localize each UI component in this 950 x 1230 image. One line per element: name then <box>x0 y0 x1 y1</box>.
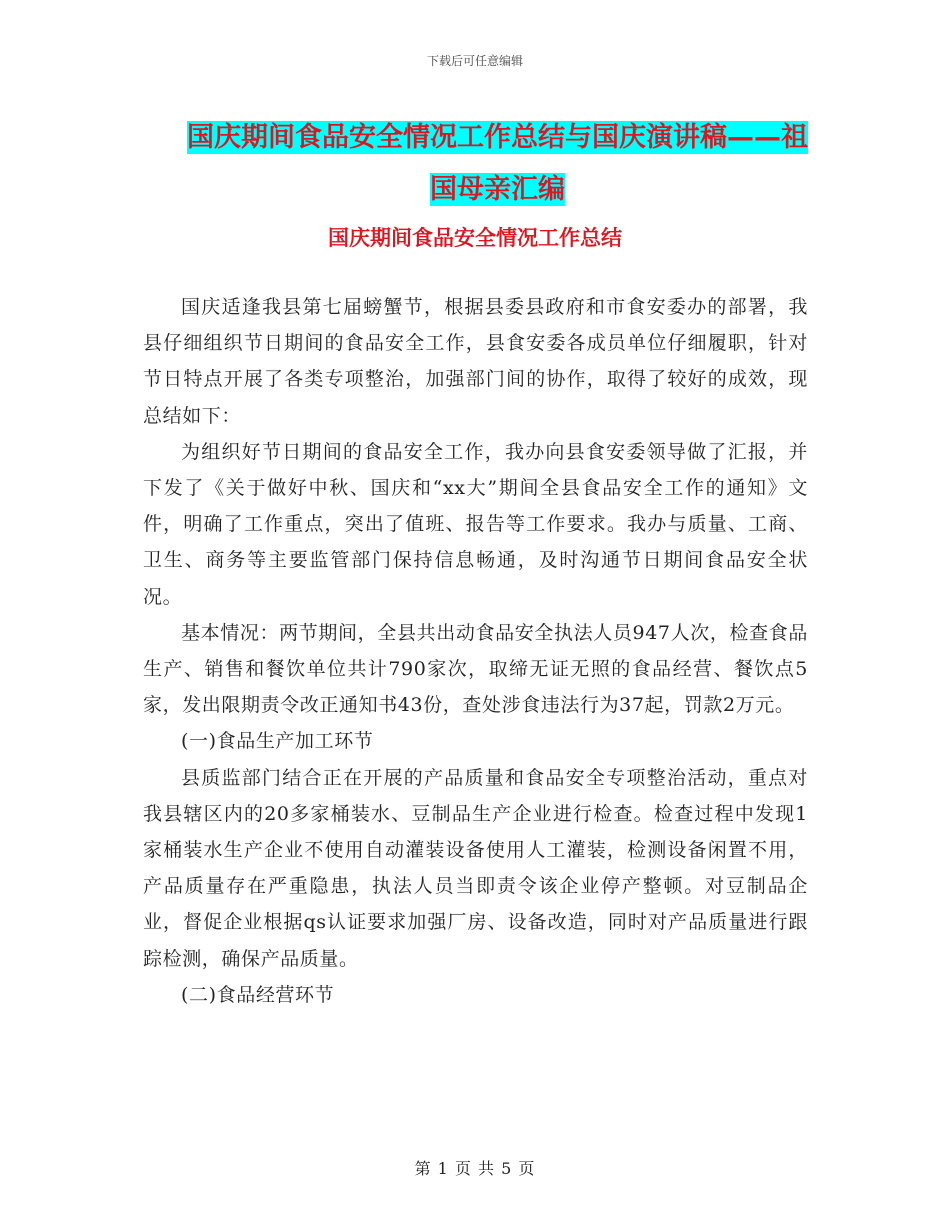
document-title-text: 国庆期间食品安全情况工作总结与国庆演讲稿——祖国母亲汇编 <box>187 122 808 205</box>
paragraph: 基本情况：两节期间，全县共出动食品安全执法人员947人次，检查食品生产、销售和餐饮单位共计790家次，取缔无证无照的食品经营、餐饮点5家，发出限期责令改正通知书43份，查处涉食违法行为37起，罚款2万元。 <box>143 621 808 717</box>
section-title: 国庆期间食品安全情况工作总结 <box>328 226 622 250</box>
page-number: 第 1 页 共 5 页 <box>414 1159 536 1178</box>
header-note: 下载后可任意编辑 <box>426 54 523 68</box>
document-body <box>143 289 808 1013</box>
paragraph: 县质监部门结合正在开展的产品质量和食品安全专项整治活动，重点对我县辖区内的20多家桶装水、豆制品生产企业进行检查。检查过程中发现1家桶装水生产企业不使用自动灌装设备使用人工灌装，检测设备闲置不用，产品质量存在严重隐患，执法人员当即责令该企业停产整顿。对豆制品企业，督促企业根据qs认证要求加强厂房、设备改造，同时对产品质量进行跟踪检测，确保产品质量。 <box>143 766 808 970</box>
subheading: (一)食品生产加工环节 <box>181 730 374 753</box>
subheading: (二)食品经营环节 <box>181 983 335 1006</box>
paragraph: 国庆适逢我县第七届螃蟹节，根据县委县政府和市食安委办的部署，我县仔细组织节日期间的食品安全工作，县食安委各成员单位仔细履职，针对节日特点开展了各类专项整治，加强部门间的协作，取得了较好的成效，现总结如下： <box>143 296 808 427</box>
document-title <box>185 112 810 216</box>
paragraph: 为组织好节日期间的食品安全工作，我办向县食安委领导做了汇报，并下发了《关于做好中秋、国庆和“xx大”期间全县食品安全工作的通知》文件，明确了工作重点，突出了值班、报告等工作要求。我办与质量、工商、卫生、商务等主要监管部门保持信息畅通，及时沟通节日期间食品安全状况。 <box>143 440 808 608</box>
